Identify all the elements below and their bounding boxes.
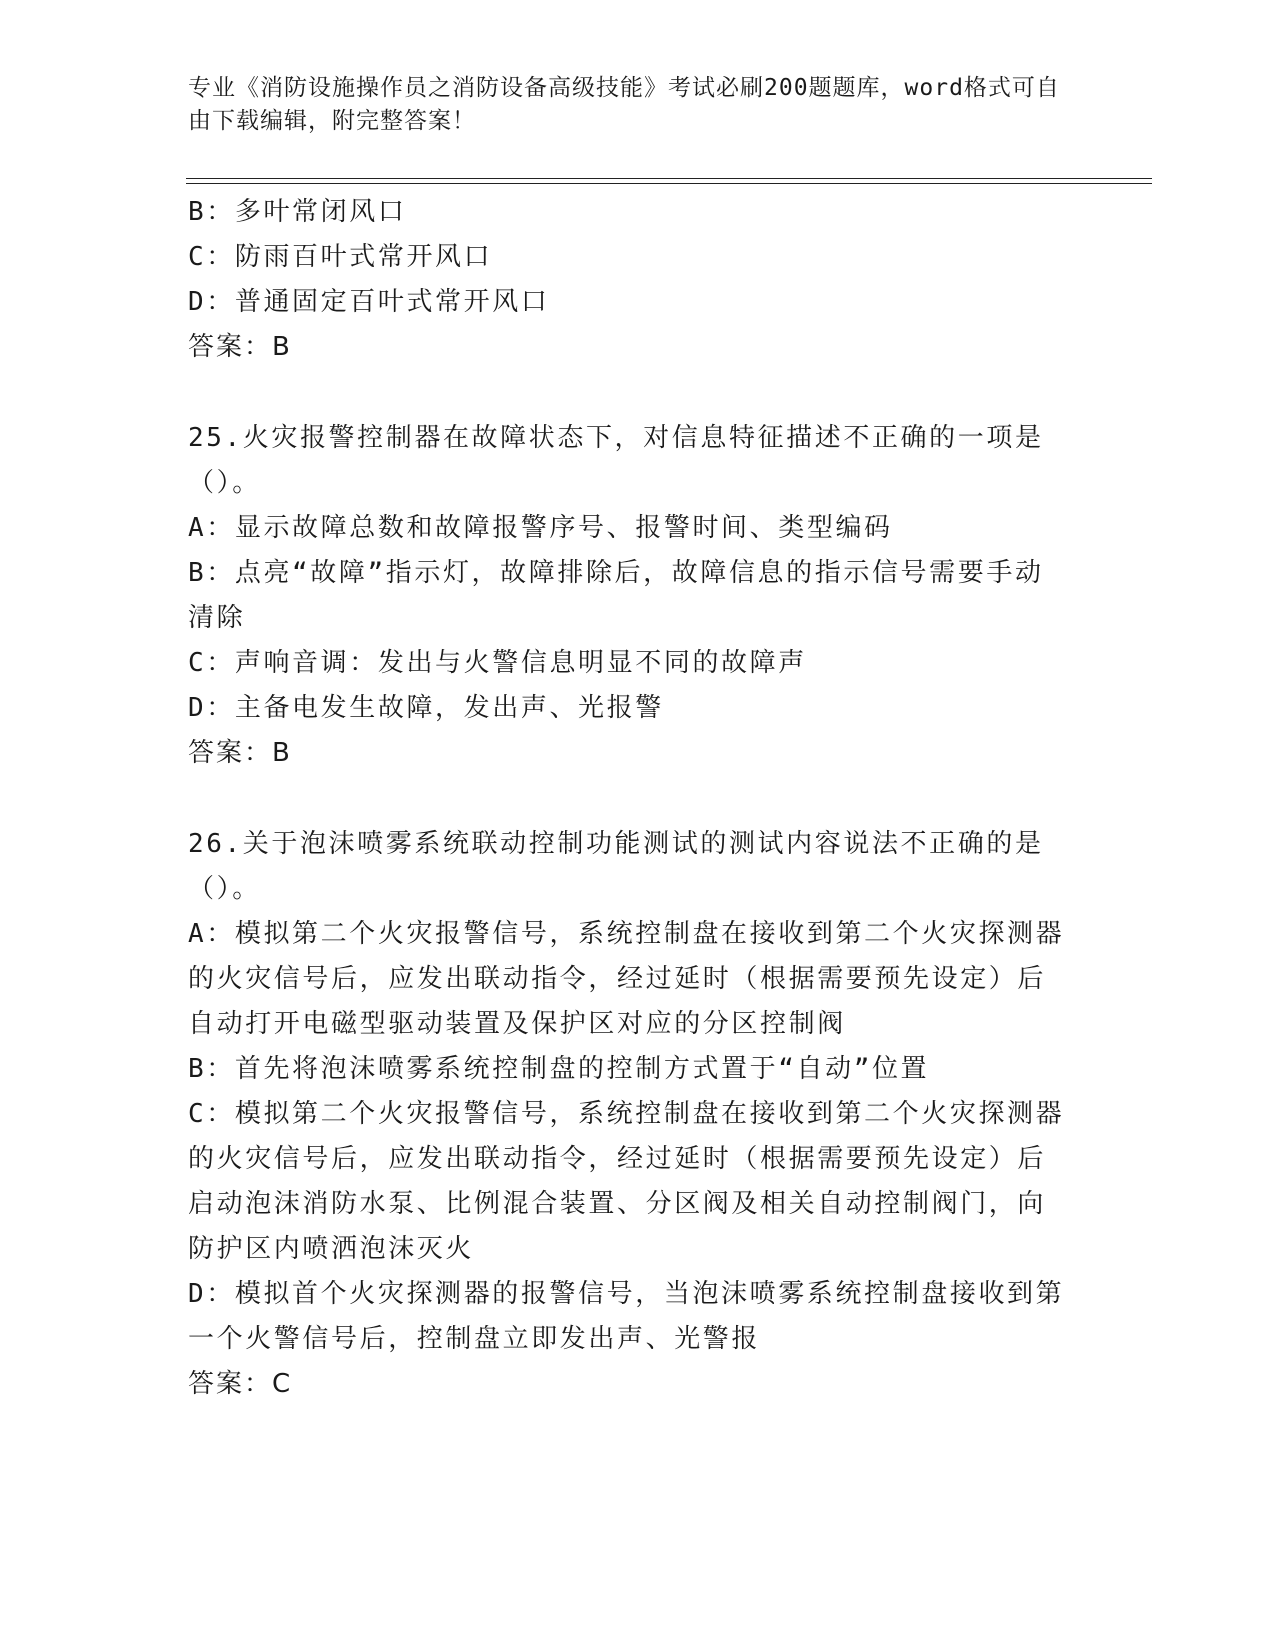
q26-question: 26.关于泡沫喷雾系统联动控制功能测试的测试内容说法不正确的是（）。 [188, 829, 1044, 904]
q24-option-b: B：多叶常闭风口 [188, 197, 407, 227]
q24-option-d: D：普通固定百叶式常开风口 [188, 287, 550, 317]
q26-option-a: A：模拟第二个火灾报警信号，系统控制盘在接收到第二个火灾探测器的火灾信号后，应发出联动指令，经过延时（根据需要预先设定）后自动打开电磁型驱动装置及保护区对应的分区控制阀 [188, 919, 1065, 1039]
question-25-block [188, 416, 1068, 776]
question-26-block [188, 822, 1068, 1407]
header-rule-bottom [186, 183, 1152, 184]
q26-answer: 答案：C [188, 1369, 293, 1399]
q26-option-c: C：模拟第二个火灾报警信号，系统控制盘在接收到第二个火灾探测器的火灾信号后，应发出联动指令，经过延时（根据需要预先设定）后启动泡沫消防水泵、比例混合装置、分区阀及相关自动控制阀门，向防护区内喷洒泡沫灭火 [188, 1099, 1065, 1264]
q26-option-d: D：模拟首个火灾探测器的报警信号，当泡沫喷雾系统控制盘接收到第一个火警信号后，控制盘立即发出声、光警报 [188, 1279, 1065, 1354]
q25-answer: 答案：B [188, 738, 292, 768]
q25-option-d: D：主备电发生故障，发出声、光报警 [188, 693, 664, 723]
q24-answer: 答案：B [188, 332, 292, 362]
q25-option-c: C：声响音调：发出与火警信息明显不同的故障声 [188, 648, 807, 678]
q26-option-b: B：首先将泡沫喷雾系统控制盘的控制方式置于“自动”位置 [188, 1054, 930, 1084]
q24-option-c: C：防雨百叶式常开风口 [188, 242, 493, 272]
q25-question: 25.火灾报警控制器在故障状态下，对信息特征描述不正确的一项是（）。 [188, 423, 1044, 498]
q25-option-a: A：显示故障总数和故障报警序号、报警时间、类型编码 [188, 513, 893, 543]
question-24-block [188, 190, 1068, 370]
question-content [188, 190, 1068, 1453]
header-rule-top [186, 178, 1152, 179]
header-text: 专业《消防设施操作员之消防设备高级技能》考试必刷200题题库，word格式可自由下载编辑，附完整答案！ [188, 75, 1060, 134]
document-header [188, 72, 1068, 138]
q25-option-b: B：点亮“故障”指示灯，故障排除后，故障信息的指示信号需要手动清除 [188, 558, 1044, 633]
